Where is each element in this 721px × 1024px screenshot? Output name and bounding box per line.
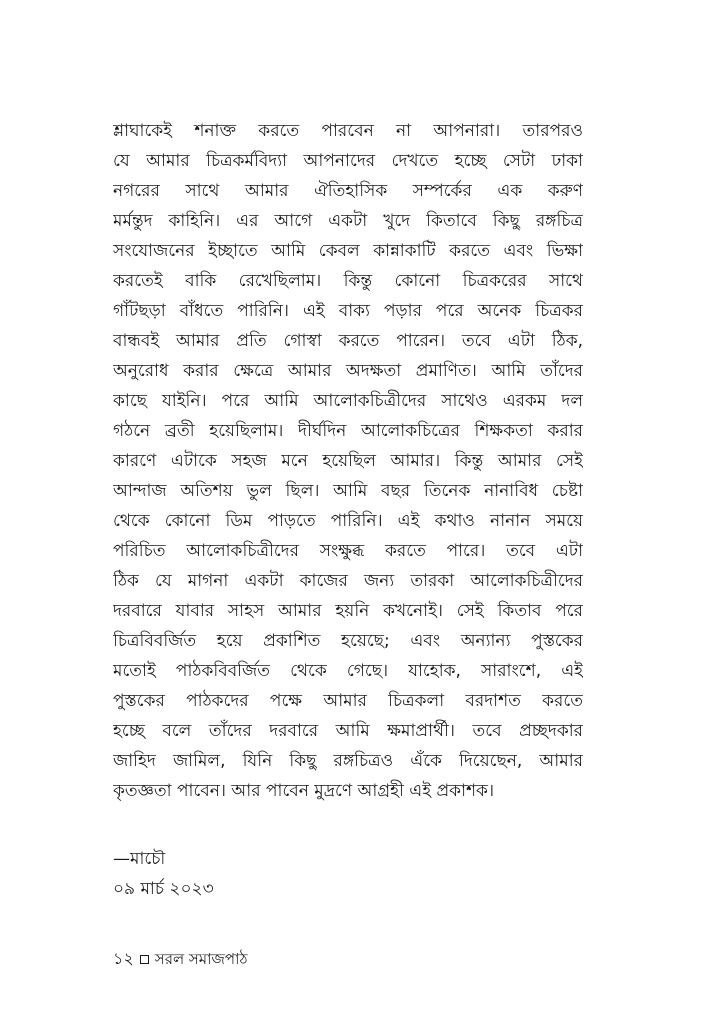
book-title: সরল সমাজপাঠ [154,950,248,968]
text-line: জাহিদ জামিল, যিনি কিছু রঙ্গচিত্রও এঁকে দিয়েছেন, আমার [113,751,583,771]
signature-date: ০৯ মার্চ ২০২৩ [113,879,214,899]
text-line: মর্মন্তুদ কাহিনি। এর আগে একটা খুদে কিতাবে কিছু রঙ্গচিত্র [113,211,583,231]
text-line: পুস্তকের পাঠকদের পক্ষে আমার চিত্রকলা বরদাশত করতে [113,691,583,711]
text-line: যে আমার চিত্রকর্মবিদ্যা আপনাদের দেখতে হচ্ছে সেটা ঢাকা [113,151,583,171]
text-line: হচ্ছে বলে তাঁদের দরবারে আমি ক্ষমাপ্রার্থী। তবে প্রচ্ছদকার [113,721,583,741]
text-line: ঠিক যে মাগনা একটা কাজের জন্য তারকা আলোকচিত্রীদের [113,571,583,591]
text-line: সংযোজনের ইচ্ছাতে আমি কেবল কান্নাকাটি করতে এবং ভিক্ষা [113,241,583,261]
text-line: বান্ধবই আমার প্রতি গোস্বা করতে পারেন। তবে এটা ঠিক, [113,331,583,351]
signature-block [113,844,214,904]
body-paragraph [113,116,583,806]
author-signature: —মাচৌ [113,849,166,869]
page-footer [113,948,247,970]
text-line: চিত্রবিবর্জিত হয়ে প্রকাশিত হয়েছে; এবং অন্যান্য পুস্তকের [113,631,583,651]
text-line: নগরের সাথে আমার ঐতিহাসিক সম্পর্কের এক করুণ [113,181,583,201]
text-line: শ্লাঘাকেই শনাক্ত করতে পারবেন না আপনারা। তারপরও [113,121,583,141]
text-line: আন্দাজ অতিশয় ভুল ছিল। আমি বছর তিনেক নানাবিধ চেষ্টা [113,481,583,501]
text-line: মতোই পাঠকবিবর্জিত থেকে গেছে। যাহোক, সারাংশে, এই [113,661,583,681]
text-line: পরিচিত আলোকচিত্রীদের সংক্ষুব্ধ করতে পারে। তবে এটা [113,541,583,561]
text-line: থেকে কোনো ডিম পাড়তে পারিনি। এই কথাও নানান সময়ে [113,511,583,531]
page-number: ১২ [113,949,134,968]
text-line: অনুরোধ করার ক্ষেত্রে আমার অদক্ষতা প্রমাণিত। আমি তাঁদের [113,361,583,381]
text-line: করতেই বাকি রেখেছিলাম। কিন্তু কোনো চিত্রকরের সাথে [113,271,583,291]
text-line: কাছে যাইনি। পরে আমি আলোকচিত্রীদের সাথেও এরকম দল [113,391,583,411]
text-line: গঠনে ব্রতী হয়েছিলাম। দীর্ঘদিন আলোকচিত্রের শিক্ষকতা করার [113,421,583,441]
text-line: কারণে এটাকে সহজ মনে হয়েছিল আমার। কিন্তু আমার সেই [113,451,583,471]
text-line: কৃতজ্ঞতা পাবেন। আর পাবেন মুদ্রণে আগ্রহী এই প্রকাশক। [113,781,495,801]
square-separator-icon [140,955,149,964]
text-line: দরবারে যাবার সাহস আমার হয়নি কখনোই। সেই কিতাব পরে [113,601,583,621]
text-line: গাঁটছড়া বাঁধতে পারিনি। এই বাক্য পড়ার পরে অনেক চিত্রকর [113,301,583,321]
